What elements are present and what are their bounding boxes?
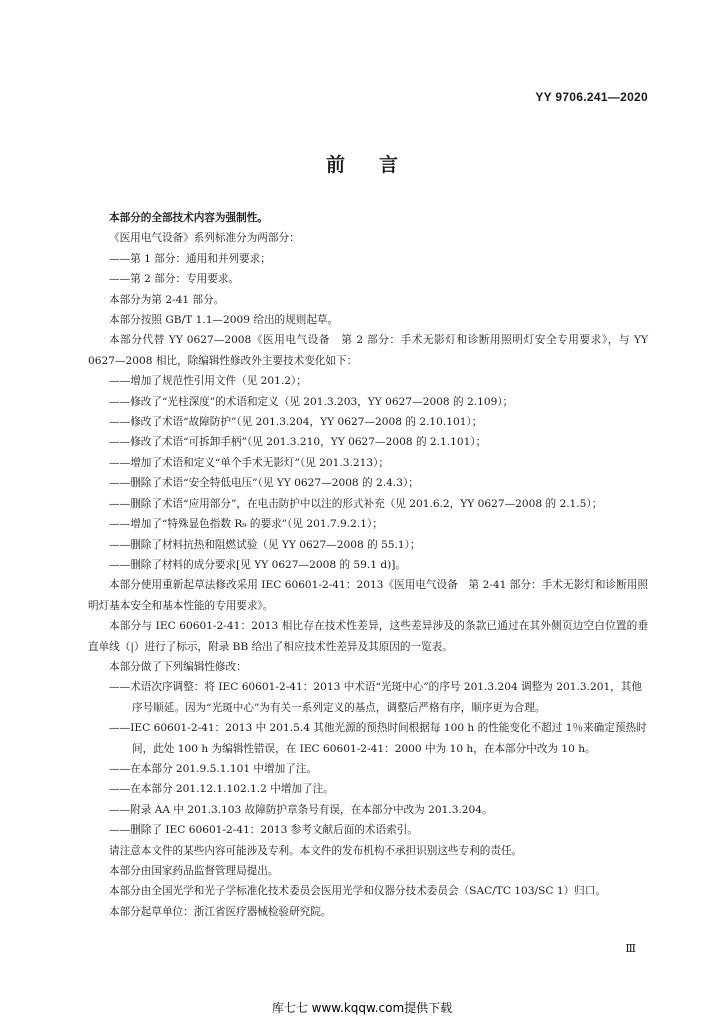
document-body [88,208,648,922]
list-item: ——在本部分 201.12.1.102.1.2 中增加了注。 [109,783,334,796]
list-item: ——在本部分 201.9.5.1.101 中增加了注。 [109,762,317,775]
list-item: ——增加了规范性引用文件（见 201.2）； [109,375,307,388]
list-item: ——删除了材料的成分要求[见 YY 0627—2008 的 59.1 d)]。 [109,558,407,571]
list-item: ——删除了 IEC 60601-2-41：2013 参考文献后面的术语索引。 [109,824,418,837]
list-item: ——IEC 60601-2-41：2013 中 201.5.4 其他光源的预热时间根据每 100 h 的性能变化不超过 1％来确定预热时间，此处 100 h 为编辑性错误，在 IEC 60601-2-41：2000 中为 10 h，在本部分中改为 10 h。 [109,722,647,755]
paragraph: 本部分由国家药品监督管理局提出。 [109,865,279,877]
list-item: ——附录 AA 中 201.3.103 故障防护章条号有误，在本部分中改为 201.3.204。 [109,803,493,816]
list-item: ——删除了材料抗热和阻燃试验（见 YY 0627—2008 的 55.1）； [109,538,421,551]
list-item: ——修改了术语“故障防护”（见 201.3.204，YY 0627—2008 的 2.10.101）； [109,416,483,429]
list-item: ——第 1 部分：通用和并列要求； [109,252,271,265]
standard-code: YY 9706.241—2020 [535,90,648,104]
list-item: ——删除了术语“安全特低电压”（见 YY 0627—2008 的 2.4.3）； [109,477,419,490]
paragraph: 本部分做了下列编辑性修改： [109,660,247,673]
page-number: Ⅲ [625,942,636,955]
paragraph: 请注意本文件的某些内容可能涉及专利。本文件的发布机构不承担识别这些专利的责任。 [109,844,523,857]
list-item: ——第 2 部分：专用要求。 [109,273,240,286]
list-item: ——删除了术语“应用部分”，在电击防护中以注的形式补充（见 201.6.2，YY 0627—2008 的 2.1.5）； [109,497,603,510]
page-title: 前言 [325,154,432,176]
paragraph: 《医用电气设备》系列标准分为两部分： [109,232,300,245]
paragraph: 本部分按照 GB/T 1.1—2009 给出的规则起草。 [109,314,339,327]
paragraph: 本部分使用重新起草法修改采用 IEC 60601-2-41：2013《医用电气设备 第 2-41 部分：手术无影灯和诊断用照明灯基本安全和基本性能的专用要求》。 [88,579,648,612]
paragraph: 本部分由全国光学和光子学标准化技术委员会医用光学和仪器分技术委员会（SAC/TC 103/SC 1）归口。 [109,885,606,898]
paragraph: 本部分起草单位：浙江省医疗器械检验研究院。 [109,905,332,918]
list-item: ——修改了“光柱深度”的术语和定义（见 201.3.203，YY 0627—2008 的 2.109）； [109,395,514,408]
list-item: ——增加了术语和定义“单个手术无影灯”（见 201.3.213）； [109,456,389,469]
paragraph: 本部分的全部技术内容为强制性。 [109,212,268,224]
paragraph: 本部分代替 YY 0627—2008《医用电气设备 第 2 部分：手术无影灯和诊断用照明灯安全专用要求》，与 YY 0627—2008 相比，除编辑性修改外主要技术变化如下： [88,334,648,367]
paragraph: 本部分为第 2-41 部分。 [109,293,225,306]
list-item: ——修改了术语“可拆卸手柄”（见 201.3.210，YY 0627—2008 的 2.1.101）； [109,436,487,449]
list-item: ——增加了“特殊显色指数 R₉ 的要求”（见 201.7.9.2.1）； [109,518,383,531]
paragraph: 本部分与 IEC 60601-2-41：2013 相比存在技术性差异，这些差异涉及的条款已通过在其外侧页边空白位置的垂直单线（|）进行了标示，附录 BB 给出了相应技术性差异及其原因的一览表。 [88,620,648,653]
list-item: ——术语次序调整：将 IEC 60601-2-41：2013 中术语“光斑中心”的序号 201.3.204 调整为 201.3.201，其他序号顺延。因为“光斑中心”为有关一系列定义的基点，调整后严格有序，顺序更为合理。 [109,681,642,714]
download-footer: 库七七 www.kqqw.com提供下载 [271,1001,453,1015]
